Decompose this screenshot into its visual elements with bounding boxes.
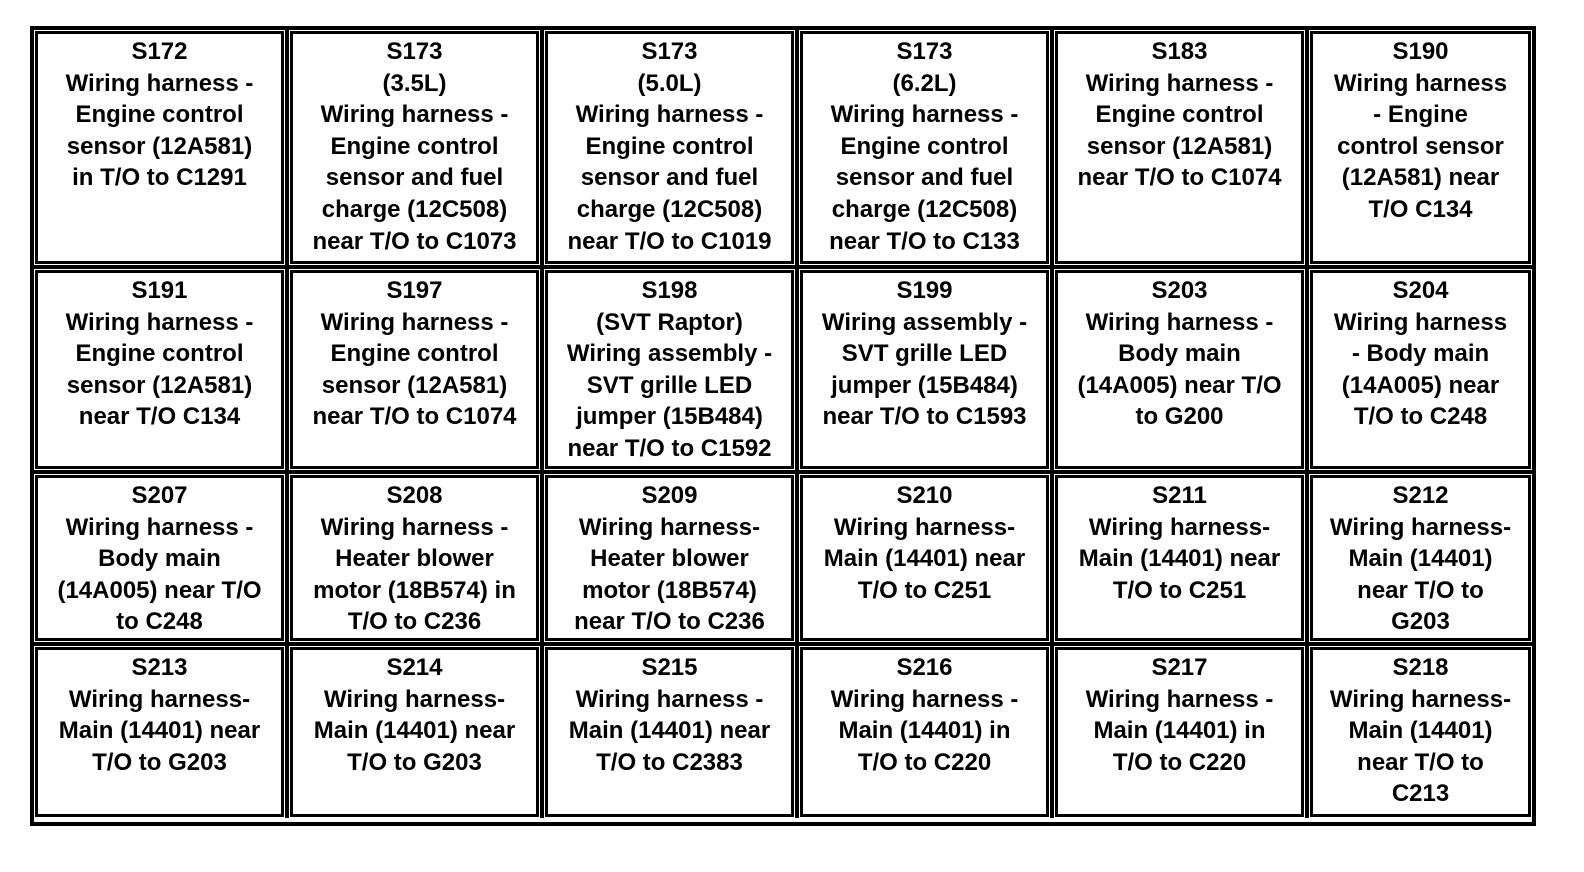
- cell-text: S214 Wiring harness- Main (14401) near T/O to G203: [313, 654, 516, 776]
- cell-text: S173 (3.5L) Wiring harness - Engine control sensor and fuel charge (12C508) near T/O to C1073: [312, 38, 517, 255]
- table-cell: [799, 646, 1054, 818]
- table-cell: [34, 30, 289, 265]
- cell-text: S173 (6.2L) Wiring harness - Engine control sensor and fuel charge (12C508) near T/O to C133: [829, 38, 1020, 255]
- table-cell: [289, 474, 544, 642]
- table-cell: [34, 269, 289, 470]
- table-row: [34, 470, 1532, 642]
- cell-text: S207 Wiring harness - Body main (14A005) near T/O to C248: [57, 482, 262, 636]
- table-cell: [289, 646, 544, 818]
- cell-text: S209 Wiring harness- Heater blower motor (18B574) near T/O to C236: [574, 482, 765, 636]
- table-cell: [1054, 269, 1309, 470]
- cell-text: S173 (5.0L) Wiring harness - Engine control sensor and fuel charge (12C508) near T/O to C1019: [567, 38, 772, 255]
- cell-text: S211 Wiring harness- Main (14401) near T/O to C251: [1078, 482, 1281, 604]
- splice-table: [30, 26, 1536, 826]
- table-cell: [544, 30, 799, 265]
- cell-text: S199 Wiring assembly - SVT grille LED jumper (15B484) near T/O to C1593: [821, 277, 1028, 431]
- cell-text: S190 Wiring harness - Engine control sensor (12A581) near T/O C134: [1333, 38, 1508, 223]
- table-cell: [34, 474, 289, 642]
- table-cell: [289, 269, 544, 470]
- table-cell: [799, 474, 1054, 642]
- cell-text: S217 Wiring harness - Main (14401) in T/O to C220: [1085, 654, 1274, 776]
- cell-text: S172 Wiring harness - Engine control sensor (12A581) in T/O to C1291: [65, 38, 254, 192]
- cell-text: S197 Wiring harness - Engine control sensor (12A581) near T/O to C1074: [312, 277, 517, 431]
- table-cell: [544, 646, 799, 818]
- table-cell: [544, 474, 799, 642]
- table-cell: [1309, 474, 1532, 642]
- cell-text: S215 Wiring harness - Main (14401) near T/O to C2383: [568, 654, 771, 776]
- table-cell: [289, 30, 544, 265]
- table-row: [34, 265, 1532, 470]
- cell-text: S191 Wiring harness - Engine control sensor (12A581) near T/O C134: [65, 277, 254, 431]
- table-cell: [1054, 30, 1309, 265]
- cell-text: S213 Wiring harness- Main (14401) near T/O to G203: [58, 654, 261, 776]
- table-row: [34, 642, 1532, 818]
- table-cell: [1309, 30, 1532, 265]
- cell-text: S212 Wiring harness- Main (14401) near T/O to G203: [1329, 482, 1512, 636]
- table-cell: [1054, 646, 1309, 818]
- table-cell: [1309, 646, 1532, 818]
- cell-text: S203 Wiring harness - Body main (14A005) near T/O to G200: [1077, 277, 1282, 431]
- table-cell: [1309, 269, 1532, 470]
- cell-text: S208 Wiring harness - Heater blower motor (18B574) in T/O to C236: [313, 482, 516, 636]
- table-cell: [799, 269, 1054, 470]
- table-cell: [544, 269, 799, 470]
- cell-text: S198 (SVT Raptor) Wiring assembly - SVT grille LED jumper (15B484) near T/O to C1592: [566, 277, 773, 462]
- cell-text: S204 Wiring harness - Body main (14A005) near T/O to C248: [1333, 277, 1508, 431]
- table-row: [34, 30, 1532, 265]
- table-cell: [1054, 474, 1309, 642]
- cell-text: S183 Wiring harness - Engine control sensor (12A581) near T/O to C1074: [1077, 38, 1282, 192]
- cell-text: S210 Wiring harness- Main (14401) near T/O to C251: [823, 482, 1026, 604]
- table-cell: [799, 30, 1054, 265]
- table-cell: [34, 646, 289, 818]
- cell-text: S216 Wiring harness - Main (14401) in T/O to C220: [830, 654, 1019, 776]
- cell-text: S218 Wiring harness- Main (14401) near T/O to C213: [1329, 654, 1512, 808]
